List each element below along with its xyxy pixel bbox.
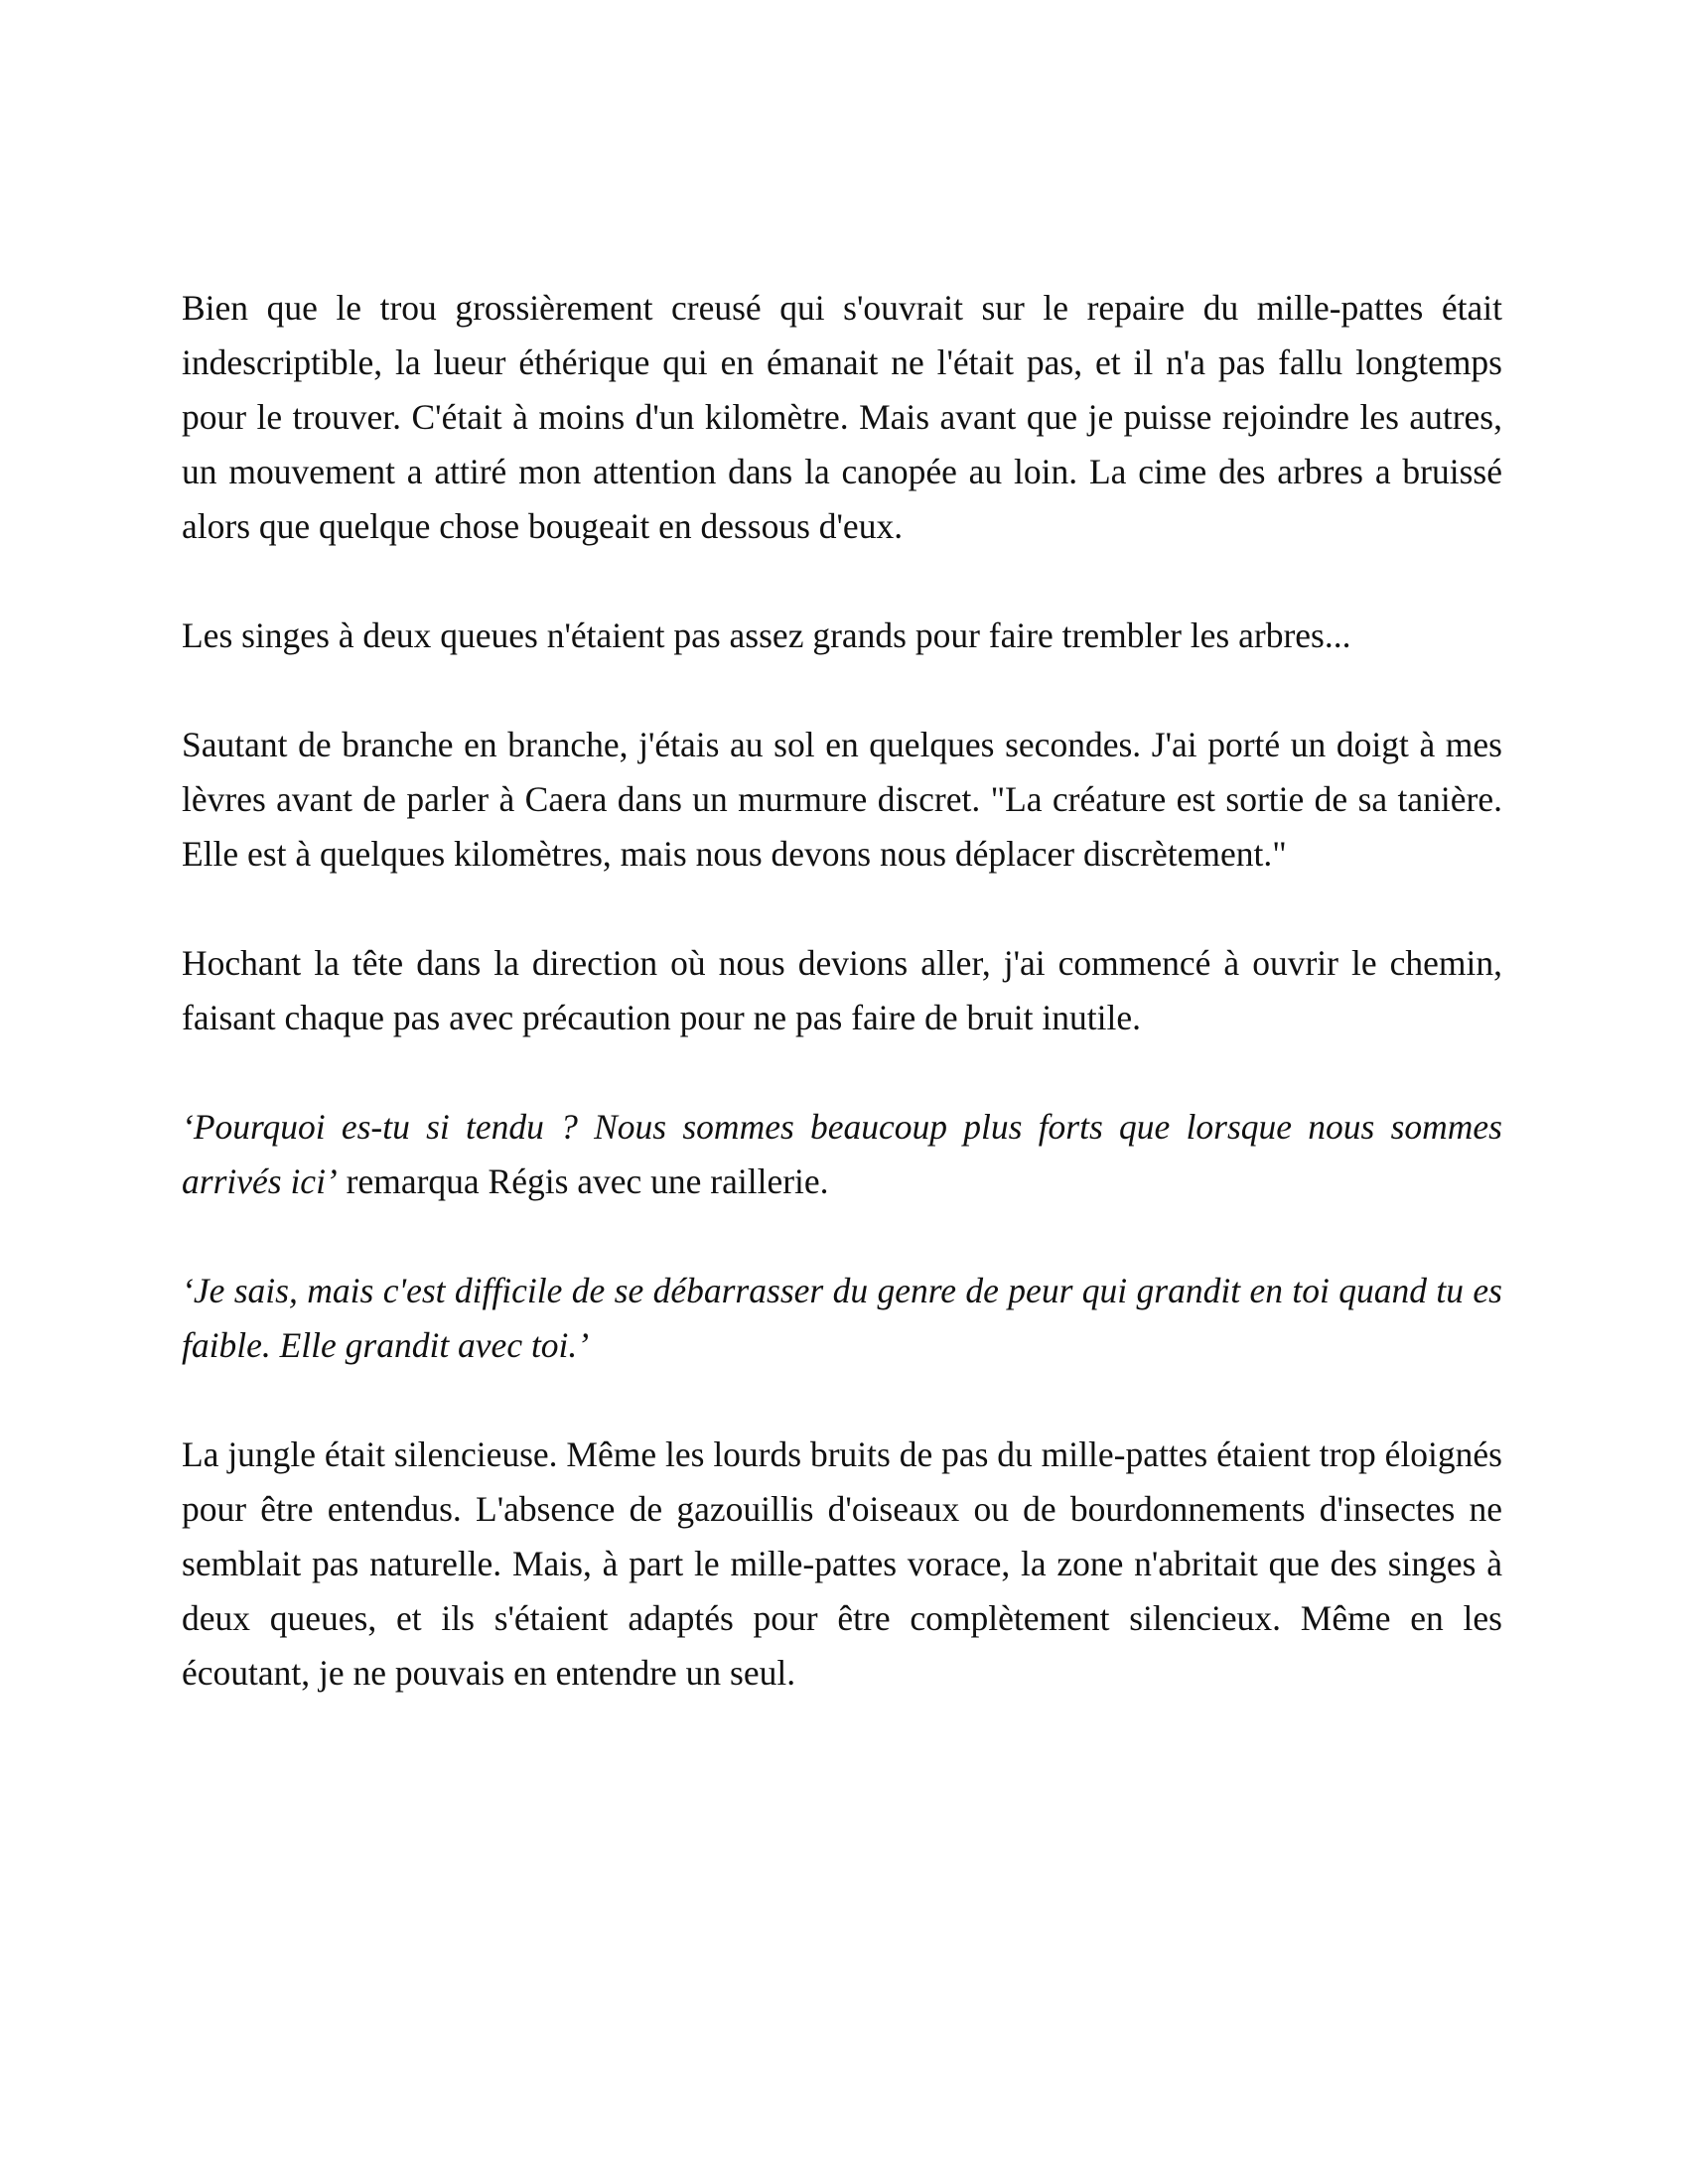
narration-text: remarqua Régis avec une raillerie.: [337, 1161, 829, 1201]
italic-thought-text: ‘Pourquoi es-tu si tendu ? Nous sommes beaucoup plus forts que lorsque nous sommes arrivés ici’: [182, 1107, 1502, 1201]
paragraph-1: [182, 281, 1502, 554]
paragraph-text: Hochant la tête dans la direction où nous devions aller, j'ai commencé à ouvrir le chemin, faisant chaque pas avec précaution pour ne pas faire de bruit inutile.: [182, 943, 1502, 1037]
paragraph-text: La jungle était silencieuse. Même les lourds bruits de pas du mille-pattes étaient trop éloignés pour être entendus. L'absence de gazouillis d'oiseaux ou de bourdonnements d'insectes ne semblait pas naturelle. Mais, à part le mille-pattes vorace, la zone n'abritait que des singes à deux queues, et ils s'étaient adaptés pour être complètement silencieux. Même en les écoutant, je ne pouvais en entendre un seul.: [182, 1434, 1502, 1693]
paragraph-text: Les singes à deux queues n'étaient pas assez grands pour faire trembler les arbres...: [182, 615, 1351, 655]
paragraph-7: [182, 1428, 1502, 1701]
paragraph-text: Sautant de branche en branche, j'étais au sol en quelques secondes. J'ai porté un doigt à mes lèvres avant de parler à Caera dans un murmure discret. "La créature est sortie de sa tanière. Elle est à quelques kilomètres, mais nous devons nous déplacer discrètement.": [182, 725, 1502, 874]
paragraph-4: [182, 936, 1502, 1045]
document-page: [182, 281, 1502, 1701]
paragraph-2: [182, 609, 1502, 663]
italic-thought-text: ‘Je sais, mais c'est difficile de se débarrasser du genre de peur qui grandit en toi quand tu es faible. Elle grandit avec toi.’: [182, 1271, 1502, 1365]
paragraph-6-dialogue: [182, 1264, 1502, 1373]
paragraph-5-dialogue: [182, 1100, 1502, 1209]
paragraph-text: Bien que le trou grossièrement creusé qui s'ouvrait sur le repaire du mille-pattes était indescriptible, la lueur éthérique qui en émanait ne l'était pas, et il n'a pas fallu longtemps pour le trouver. C'était à moins d'un kilomètre. Mais avant que je puisse rejoindre les autres, un mouvement a attiré mon attention dans la canopée au loin. La cime des arbres a bruissé alors que quelque chose bougeait en dessous d'eux.: [182, 288, 1502, 546]
paragraph-3: [182, 718, 1502, 882]
